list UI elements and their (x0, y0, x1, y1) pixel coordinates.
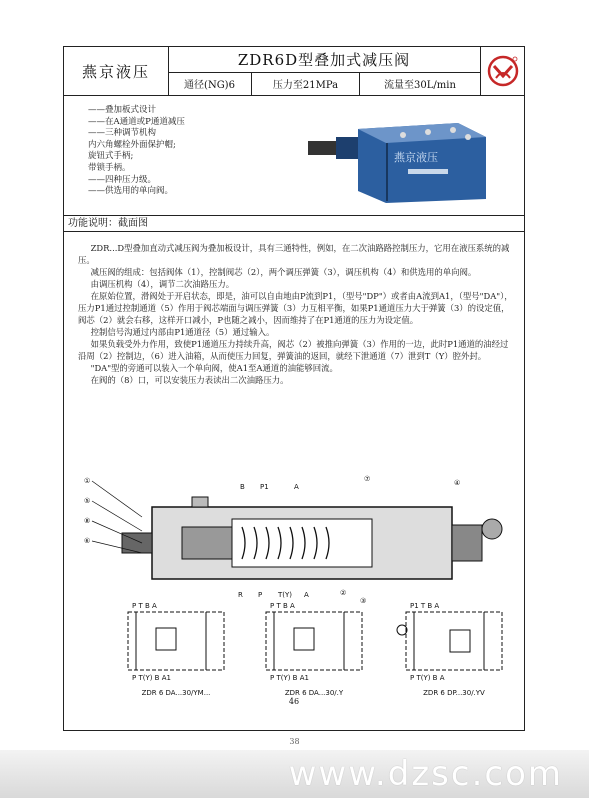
cross-section-diagram (82, 467, 512, 607)
paragraph: ZDR...D型叠加直动式减压阀为叠加板设计，具有三通特性，例如，在二次油路路控制压力，它用在液压系统的减压。 (78, 243, 510, 265)
paragraph: "DA"型的旁通可以装入一个单向阀，使A1至A通道的油能够回流。 (90, 363, 338, 373)
paragraph: 在阀的（8）口，可以安装压力表读出二次油路压力。 (90, 375, 289, 385)
callout-5: ⑤ (84, 497, 91, 505)
feature-item: ——三种调节机构 (88, 128, 157, 139)
port-a-bottom: A (304, 591, 309, 599)
schematic-caption: ZDR 6 DA...30/.Y (284, 689, 344, 697)
feature-item: ——叠加板式设计 (88, 105, 157, 115)
feature-item: ——供选用的单向阀。 (88, 186, 174, 197)
section-title: 功能说明：截面图 (64, 215, 524, 232)
schem-bottom-ports: P T(Y) B A1 (270, 674, 309, 682)
paragraph: 在原始位置，滑阀处于开启状态，即是，油可以自由地由P流到P1，（型号"DP"）或者由A流到A1，（型号"DA"），压力P1通过控制通道（5）作用于阀芯端面与调压弹簧（3）力互相平衡，如果P1通道压力大于弹簧（3）的设定值，阀芯（2）就会右移，这样开口减小，P也随之减小，因而维持了在P1通道的压力为设定值。 (78, 291, 513, 325)
schematic-caption: ZDR 6 DA...30/YM... (141, 689, 211, 697)
spec-size: 通径(NG)6 (168, 72, 252, 95)
callout-7: ⑦ (364, 475, 371, 483)
port-b-top: B (240, 483, 245, 491)
port-t-bottom: T(Y) (278, 591, 293, 599)
feature-list (88, 105, 185, 198)
port-p1-top: P1 (260, 483, 269, 491)
spec-pressure: 压力至21MPa (252, 72, 360, 95)
feature-item: 带锁手柄。 (88, 162, 131, 173)
footer-page-number: 38 (289, 737, 300, 746)
description-text (78, 242, 516, 386)
product-title: ZDR6D型叠加式减压阀 (168, 47, 480, 73)
watermark-banner (0, 750, 589, 798)
feature-item: 内六角螺栓外面保护帽; (88, 139, 176, 150)
catalog-page (63, 46, 525, 731)
schematic-dp-yv (394, 600, 514, 695)
callout-4: ④ (454, 479, 461, 487)
feature-item: 旋钮式手柄; (88, 151, 134, 162)
photo-brand-text: 燕京液压 (394, 151, 438, 164)
callout-3: ③ (360, 597, 367, 605)
feature-item: ——在A通道或P通道减压 (88, 116, 185, 127)
port-a-top: A (294, 483, 299, 491)
spec-flow: 流量至30L/min (384, 80, 456, 91)
callout-8: ⑧ (84, 517, 91, 525)
callout-1: ① (84, 477, 91, 485)
schematic-caption: ZDR 6 DP...30/.YV (423, 689, 485, 697)
port-p-bottom: P (258, 591, 263, 599)
brand-name: 燕京液压 (64, 47, 169, 95)
paragraph: 减压阀的组成：包括阀体（1），控制阀芯（2），两个调压弹簧（3），调压机构（4）和供选用的单向阀。 (90, 267, 477, 277)
schematic-da-y (254, 600, 374, 695)
schem-top-ports: P T B A (132, 602, 157, 610)
paragraph: 由调压机构（4），调节二次油路压力。 (90, 279, 235, 289)
schem-top-ports: P T B A (270, 602, 295, 610)
paragraph: 如果负载受外力作用，致使P1通道压力持续升高，阀芯（2）被推向弹簧（3）作用的一边，此时P1通道的油经过沿周（2）控制边，（6）进入油箱，从而使压力回复，弹簧油的返回，就经下泄通道（7）泄到T（Y）腔外封。 (78, 339, 509, 361)
page-number: 46 (288, 697, 300, 706)
port-r-bottom: R (238, 591, 243, 599)
valve-photo (308, 107, 486, 203)
header-table (64, 47, 524, 96)
watermark-text: www.dzsc.com (288, 754, 563, 794)
paragraph: 控制信号沟通过内部由P1通道径（5）通过输入。 (90, 327, 275, 337)
company-logo (480, 47, 525, 95)
schematic-da-ym (116, 600, 236, 695)
callout-2: ② (340, 589, 347, 597)
schem-bottom-ports: P T(Y) B A1 (132, 674, 171, 682)
feature-item: ——四种压力级。 (88, 174, 157, 185)
schem-top-ports: P1 T B A (410, 602, 440, 610)
schem-bottom-ports: P T(Y) B A (410, 674, 445, 682)
callout-6: ⑥ (84, 537, 91, 545)
